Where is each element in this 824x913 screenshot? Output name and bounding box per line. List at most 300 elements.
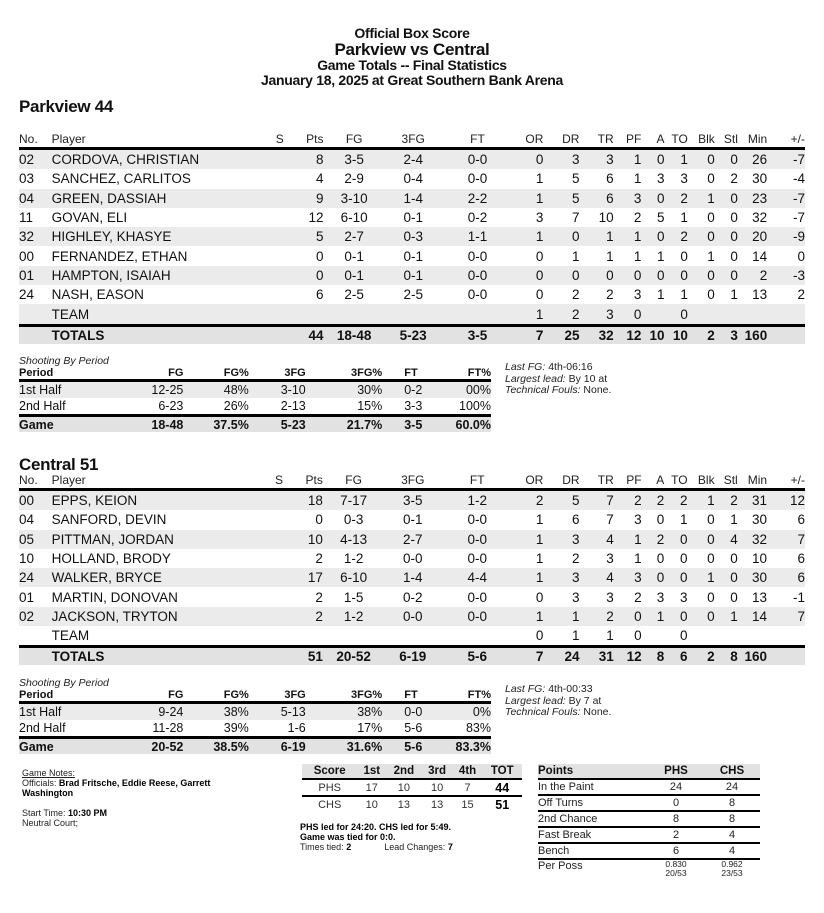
per-possession-row bbox=[538, 859, 760, 878]
cell-minutes: 32 bbox=[738, 530, 767, 549]
shooting-header-row bbox=[19, 689, 491, 703]
total-field-goals: 18-48 bbox=[323, 325, 376, 344]
cell-assists bbox=[641, 304, 664, 325]
score-cell: 13 bbox=[397, 798, 410, 811]
cell-plus-minus: 6 bbox=[797, 551, 805, 567]
cell-minutes: 31 bbox=[738, 490, 767, 511]
cell-field-goals: 6-10 bbox=[323, 568, 377, 587]
cell-assists: 3 bbox=[656, 589, 665, 605]
cell-field-goals: 4-13 bbox=[323, 530, 377, 549]
cell-steals: 4 bbox=[715, 530, 738, 549]
cell-defensive-rebounds: 1 bbox=[571, 248, 580, 264]
cell-total-rebounds: 3 bbox=[606, 551, 614, 567]
cell-minutes: 30 bbox=[752, 171, 768, 187]
column-header-total-rebounds: TR bbox=[579, 131, 613, 149]
cell-total-rebounds: 4 bbox=[580, 568, 614, 587]
total-blocks: 2 bbox=[688, 647, 715, 666]
cell-free-throws: 0-0 bbox=[467, 589, 487, 605]
cell-number: 04 bbox=[19, 189, 52, 208]
cell-three-point-fg: 0-3 bbox=[377, 227, 442, 246]
shooting-header: FG% bbox=[183, 689, 248, 703]
per-possession-value: 0.962 bbox=[721, 859, 743, 869]
cell-turnovers: 0 bbox=[680, 628, 688, 644]
cell-assists: 0 bbox=[641, 149, 664, 170]
cell-three-point-fg: 0-1 bbox=[377, 266, 442, 285]
cell-total-rebounds: 1 bbox=[606, 628, 614, 644]
cell-assists: 1 bbox=[642, 607, 665, 626]
shooting-game-cell: 60.0% bbox=[444, 416, 491, 433]
start-time-label: Start Time: bbox=[22, 808, 66, 818]
points-header-row bbox=[538, 764, 760, 779]
cell-free-throws: 0-0 bbox=[467, 551, 487, 567]
column-header-blocks: Blk bbox=[688, 131, 715, 149]
cell-assists: 0 bbox=[641, 266, 664, 285]
column-header-number: No. bbox=[19, 131, 52, 149]
cell-turnovers: 0 bbox=[680, 248, 688, 264]
cell-points: 2 bbox=[315, 589, 323, 605]
cell-steals: 0 bbox=[730, 589, 738, 605]
cell-free-throws: 1-1 bbox=[442, 227, 506, 246]
cell-blocks: 0 bbox=[688, 227, 715, 246]
cell-turnovers: 2 bbox=[665, 189, 688, 208]
cell-personal-fouls: 3 bbox=[614, 189, 642, 208]
shooting-header: FG bbox=[110, 689, 183, 703]
cell-three-point-fg: 0-0 bbox=[403, 551, 423, 567]
cell-field-goals: 7-17 bbox=[323, 490, 377, 511]
cell-number: 02 bbox=[19, 149, 52, 170]
shooting-header: 3FG bbox=[249, 689, 306, 703]
cell-minutes: 32 bbox=[752, 210, 768, 226]
score-total: 51 bbox=[495, 797, 510, 812]
box-score-table-central bbox=[19, 472, 805, 665]
column-header-points: Pts bbox=[294, 472, 323, 490]
cell-blocks: 0 bbox=[688, 149, 715, 170]
cell-player: TEAM bbox=[52, 304, 265, 325]
total-number bbox=[19, 325, 52, 344]
officials-label: Officials: bbox=[22, 778, 57, 788]
technical-fouls-value: None. bbox=[583, 384, 612, 396]
cell-offensive-rebounds: 1 bbox=[505, 530, 543, 549]
total-field-goals: 20-52 bbox=[323, 647, 377, 666]
player-row bbox=[19, 285, 805, 304]
player-row bbox=[19, 208, 805, 227]
column-header-field-goals: FG bbox=[323, 472, 377, 490]
cell-personal-fouls: 1 bbox=[614, 149, 642, 170]
cell-number: 00 bbox=[19, 490, 52, 511]
points-cell: 2nd Chance bbox=[538, 811, 648, 827]
score-header: 4th bbox=[453, 764, 483, 779]
score-row bbox=[302, 796, 522, 812]
shooting-header: 3FG% bbox=[306, 689, 382, 703]
score-header: Score bbox=[302, 764, 357, 779]
cell-player: WALKER, BRYCE bbox=[52, 568, 264, 587]
cell-offensive-rebounds: 0 bbox=[535, 287, 544, 303]
column-header-turnovers: TO bbox=[664, 472, 687, 490]
cell-field-goals: 2-9 bbox=[344, 171, 364, 187]
cell-plus-minus: -7 bbox=[792, 210, 805, 226]
cell-three-point-fg: 0-2 bbox=[403, 589, 423, 605]
total-three-point-fg: 6-19 bbox=[376, 647, 441, 666]
points-row bbox=[538, 827, 760, 843]
points-cell: 24 bbox=[648, 779, 704, 795]
score-row bbox=[302, 779, 522, 796]
cell-minutes: 14 bbox=[752, 248, 768, 264]
cell-minutes: 14 bbox=[738, 607, 767, 626]
cell-starter bbox=[264, 568, 294, 587]
cell-minutes bbox=[738, 626, 767, 647]
column-header-defensive-rebounds: DR bbox=[543, 472, 579, 490]
cell-defensive-rebounds: 2 bbox=[572, 551, 580, 567]
player-row bbox=[19, 490, 805, 511]
cell-total-rebounds: 2 bbox=[580, 607, 614, 626]
cell-blocks: 0 bbox=[707, 171, 715, 187]
column-header-total-rebounds: TR bbox=[580, 472, 614, 490]
cell-steals: 2 bbox=[715, 490, 738, 511]
box-score-table-parkview bbox=[19, 131, 805, 344]
cell-personal-fouls: 0 bbox=[614, 266, 642, 285]
officials-value: Brad Fritsche, Eddie Reese, Garrett Washington bbox=[22, 778, 211, 798]
cell-free-throws: 0-0 bbox=[467, 512, 487, 528]
shooting-by-period-parkview bbox=[19, 355, 491, 432]
score-header: 2nd bbox=[386, 764, 421, 779]
shooting-cell: 39% bbox=[223, 721, 249, 735]
cell-defensive-rebounds: 6 bbox=[572, 512, 580, 528]
shooting-by-period-central bbox=[19, 677, 491, 754]
column-header-plus-minus: +/- bbox=[767, 131, 805, 149]
cell-minutes: 23 bbox=[738, 189, 767, 208]
cell-total-rebounds: 3 bbox=[606, 589, 614, 605]
cell-turnovers: 3 bbox=[680, 171, 688, 187]
largest-lead-label: Largest lead: bbox=[505, 694, 566, 707]
cell-offensive-rebounds: 0 bbox=[505, 266, 543, 285]
cell-defensive-rebounds: 2 bbox=[571, 287, 580, 303]
column-header-minutes: Min bbox=[738, 131, 767, 149]
cell-defensive-rebounds: 5 bbox=[543, 490, 579, 511]
cell-starter bbox=[265, 169, 295, 188]
cell-starter bbox=[265, 189, 295, 208]
cell-personal-fouls: 3 bbox=[633, 287, 642, 303]
cell-blocks: 1 bbox=[707, 248, 715, 264]
shooting-cell: 1st Half bbox=[19, 381, 110, 399]
cell-offensive-rebounds: 1 bbox=[505, 227, 543, 246]
totals-row bbox=[19, 647, 805, 666]
total-starter bbox=[265, 325, 295, 344]
cell-free-throws: 0-2 bbox=[467, 210, 488, 226]
cell-personal-fouls: 1 bbox=[634, 551, 642, 567]
cell-steals bbox=[715, 304, 738, 325]
cell-turnovers: 1 bbox=[665, 149, 688, 170]
cell-minutes: 20 bbox=[738, 227, 767, 246]
shooting-cell: 0-2 bbox=[382, 381, 444, 399]
cell-number: 24 bbox=[19, 568, 52, 587]
player-row bbox=[19, 568, 805, 587]
score-cell: 10 bbox=[386, 779, 421, 796]
cell-free-throws: 0-0 bbox=[442, 149, 506, 170]
total-personal-fouls: 12 bbox=[614, 325, 642, 344]
points-header: CHS bbox=[704, 764, 760, 779]
cell-player: SANCHEZ, CARLITOS bbox=[51, 171, 191, 187]
cell-defensive-rebounds: 2 bbox=[543, 304, 579, 325]
column-header-assists: A bbox=[641, 131, 664, 149]
points-cell: Fast Break bbox=[538, 827, 648, 843]
date-venue: January 18, 2025 at Great Southern Bank Arena bbox=[261, 72, 563, 88]
cell-personal-fouls: 2 bbox=[634, 589, 642, 605]
shooting-cell: 17% bbox=[357, 721, 383, 735]
total-defensive-rebounds: 24 bbox=[543, 647, 579, 666]
side-notes-parkview bbox=[505, 362, 611, 397]
cell-steals: 0 bbox=[715, 266, 738, 285]
shooting-game-cell: 18-48 bbox=[110, 416, 183, 433]
cell-turnovers: 0 bbox=[665, 266, 688, 285]
score-cell: 10 bbox=[365, 798, 378, 811]
cell-blocks: 0 bbox=[707, 551, 715, 567]
points-cell: 6 bbox=[648, 843, 704, 859]
shooting-cell: 5-13 bbox=[249, 703, 306, 721]
total-plus-minus bbox=[767, 647, 805, 666]
cell-plus-minus: 2 bbox=[797, 287, 805, 303]
cell-points: 6 bbox=[315, 287, 324, 303]
total-turnovers: 10 bbox=[665, 325, 688, 344]
report-subtitle: Game Totals -- Final Statistics bbox=[317, 57, 507, 73]
per-possession-phs bbox=[648, 859, 704, 878]
player-row bbox=[19, 510, 805, 529]
cell-personal-fouls: 1 bbox=[633, 171, 642, 187]
cell-turnovers: 2 bbox=[664, 490, 687, 511]
shooting-cell: 26% bbox=[223, 399, 249, 413]
shooting-header: 3FG% bbox=[306, 367, 382, 381]
cell-personal-fouls: 1 bbox=[633, 248, 642, 264]
cell-starter bbox=[265, 227, 295, 246]
cell-offensive-rebounds: 1 bbox=[505, 607, 543, 626]
cell-assists bbox=[642, 626, 665, 647]
shooting-game-cell: 5-23 bbox=[249, 416, 306, 433]
technical-fouls-label: Technical Fouls: bbox=[505, 384, 581, 396]
cell-three-point-fg: 2-7 bbox=[376, 530, 441, 549]
last-fg-value: 4th-06:16 bbox=[548, 361, 593, 373]
player-row bbox=[19, 549, 805, 568]
score-cell: 13 bbox=[430, 798, 444, 811]
technical-fouls-value: None. bbox=[583, 706, 612, 718]
cell-defensive-rebounds: 3 bbox=[543, 568, 579, 587]
points-row bbox=[538, 779, 760, 795]
lead-info bbox=[300, 822, 453, 852]
shooting-cell: 0% bbox=[444, 703, 491, 721]
cell-field-goals: 2-7 bbox=[323, 227, 376, 246]
cell-minutes: 10 bbox=[752, 551, 768, 567]
total-points: 51 bbox=[294, 647, 323, 666]
lead-line-1: PHS led for 24:20. CHS led for 5:49. bbox=[300, 822, 452, 832]
cell-three-point-fg: 0-4 bbox=[403, 171, 423, 187]
cell-number: 24 bbox=[19, 287, 35, 303]
per-possession-fraction: 20/53 bbox=[665, 868, 687, 878]
column-header-free-throws: FT bbox=[441, 472, 505, 490]
shooting-game-cell: Game bbox=[19, 416, 110, 433]
score-header: 3rd bbox=[422, 764, 453, 779]
cell-field-goals: 1-2 bbox=[323, 607, 377, 626]
cell-plus-minus bbox=[767, 304, 805, 325]
cell-turnovers: 0 bbox=[664, 607, 687, 626]
cell-defensive-rebounds: 1 bbox=[572, 628, 580, 644]
cell-player: SANFORD, DEVIN bbox=[51, 512, 167, 528]
points-cell: 4 bbox=[704, 843, 760, 859]
cell-turnovers: 1 bbox=[680, 512, 688, 528]
cell-number: 05 bbox=[19, 530, 52, 549]
cell-three-point-fg: 0-0 bbox=[376, 607, 441, 626]
cell-number: 01 bbox=[19, 266, 52, 285]
cell-starter bbox=[265, 285, 295, 304]
column-header-player: Player bbox=[52, 131, 265, 149]
shooting-cell: 0-0 bbox=[382, 703, 444, 721]
shooting-game-cell: 20-52 bbox=[110, 738, 183, 755]
cell-total-rebounds: 10 bbox=[598, 210, 614, 226]
column-header-starter: S bbox=[264, 472, 294, 490]
cell-number: 01 bbox=[19, 589, 35, 605]
total-turnovers: 6 bbox=[664, 647, 687, 666]
cell-offensive-rebounds: 0 bbox=[535, 248, 544, 264]
cell-number bbox=[19, 304, 52, 325]
cell-turnovers: 1 bbox=[680, 210, 688, 226]
cell-number: 04 bbox=[19, 512, 35, 528]
cell-steals: 0 bbox=[730, 551, 738, 567]
cell-minutes: 26 bbox=[738, 149, 767, 170]
cell-minutes: 13 bbox=[752, 589, 768, 605]
per-possession-fraction: 23/53 bbox=[721, 868, 743, 878]
points-header: PHS bbox=[648, 764, 704, 779]
cell-free-throws: 0-0 bbox=[467, 248, 488, 264]
cell-offensive-rebounds: 1 bbox=[535, 551, 544, 567]
cell-assists: 0 bbox=[656, 551, 665, 567]
total-personal-fouls: 12 bbox=[614, 647, 642, 666]
per-possession-label: Per Poss bbox=[538, 860, 583, 872]
cell-number: 11 bbox=[19, 210, 34, 226]
shooting-cell: 00% bbox=[444, 381, 491, 399]
cell-points: 5 bbox=[295, 227, 324, 246]
cell-plus-minus: 7 bbox=[767, 530, 805, 549]
cell-starter bbox=[265, 304, 295, 325]
cell-starter bbox=[264, 626, 294, 647]
points-cell: 24 bbox=[704, 779, 760, 795]
cell-blocks bbox=[688, 626, 715, 647]
player-row bbox=[19, 266, 805, 285]
total-minutes: 160 bbox=[738, 647, 767, 666]
points-cell: 0 bbox=[648, 795, 704, 811]
cell-points: 9 bbox=[295, 189, 324, 208]
column-header-plus-minus: +/- bbox=[767, 472, 805, 490]
points-header: Points bbox=[538, 764, 648, 779]
shooting-header: Period bbox=[19, 689, 110, 703]
cell-points: 8 bbox=[295, 149, 324, 170]
cell-points: 0 bbox=[315, 248, 324, 264]
score-header: TOT bbox=[482, 764, 522, 779]
total-points: 44 bbox=[295, 325, 324, 344]
player-row bbox=[19, 227, 805, 246]
cell-turnovers: 0 bbox=[664, 568, 687, 587]
cell-turnovers: 0 bbox=[664, 530, 687, 549]
cell-starter bbox=[264, 607, 294, 626]
points-row bbox=[538, 811, 760, 827]
shooting-game-cell: 21.7% bbox=[306, 416, 382, 433]
column-header-turnovers: TO bbox=[665, 131, 688, 149]
cell-blocks: 0 bbox=[688, 266, 715, 285]
game-notes bbox=[22, 768, 252, 828]
cell-offensive-rebounds: 1 bbox=[505, 568, 543, 587]
shooting-game-cell: 5-6 bbox=[382, 738, 444, 755]
cell-offensive-rebounds: 1 bbox=[535, 512, 544, 528]
team-row bbox=[19, 304, 805, 325]
largest-lead-value: By 10 at bbox=[568, 372, 608, 385]
points-breakdown-table bbox=[538, 764, 760, 878]
cell-personal-fouls: 3 bbox=[614, 568, 642, 587]
column-header-offensive-rebounds: OR bbox=[505, 131, 543, 149]
cell-plus-minus: 7 bbox=[767, 607, 805, 626]
cell-points: 0 bbox=[315, 512, 323, 528]
cell-number bbox=[19, 626, 52, 647]
cell-number: 02 bbox=[19, 607, 52, 626]
cell-offensive-rebounds: 0 bbox=[535, 628, 544, 644]
cell-field-goals: 0-1 bbox=[323, 266, 376, 285]
column-header-steals: Stl bbox=[715, 131, 738, 149]
shooting-cell: 5-6 bbox=[404, 721, 423, 735]
total-total-rebounds: 32 bbox=[579, 325, 613, 344]
cell-free-throws: 0-0 bbox=[441, 530, 505, 549]
shooting-header: Period bbox=[19, 367, 110, 381]
shooting-game-cell: 38.5% bbox=[183, 738, 248, 755]
column-header-steals: Stl bbox=[715, 472, 738, 490]
cell-assists: 2 bbox=[642, 530, 665, 549]
cell-field-goals: 1-2 bbox=[343, 551, 364, 567]
points-cell: Bench bbox=[538, 843, 648, 859]
cell-free-throws: 0-0 bbox=[442, 266, 506, 285]
cell-total-rebounds: 3 bbox=[579, 149, 613, 170]
cell-minutes: 30 bbox=[752, 512, 768, 528]
points-cell: 2 bbox=[648, 827, 704, 843]
cell-plus-minus: -7 bbox=[767, 149, 805, 170]
total-player: TOTALS bbox=[52, 647, 264, 666]
cell-three-point-fg: 1-4 bbox=[376, 568, 441, 587]
cell-field-goals: 0-3 bbox=[343, 512, 364, 528]
cell-starter bbox=[264, 490, 294, 511]
cell-offensive-rebounds: 1 bbox=[535, 171, 544, 187]
column-header-points: Pts bbox=[295, 131, 324, 149]
cell-defensive-rebounds: 3 bbox=[543, 149, 579, 170]
largest-lead-value: By 7 at bbox=[568, 694, 602, 707]
header-row bbox=[19, 131, 805, 149]
points-cell: 4 bbox=[704, 827, 760, 843]
cell-starter bbox=[264, 530, 294, 549]
total-assists: 8 bbox=[642, 647, 665, 666]
cell-player: HAMPTON, ISAIAH bbox=[52, 266, 265, 285]
cell-total-rebounds: 7 bbox=[580, 490, 614, 511]
last-fg-label: Last FG: bbox=[505, 683, 546, 695]
cell-points: 12 bbox=[308, 210, 324, 226]
cell-total-rebounds: 3 bbox=[579, 304, 613, 325]
cell-defensive-rebounds: 1 bbox=[543, 607, 579, 626]
cell-assists: 1 bbox=[657, 248, 665, 264]
cell-offensive-rebounds: 0 bbox=[535, 589, 544, 605]
shooting-cell: 2nd Half bbox=[19, 721, 66, 735]
cell-total-rebounds: 0 bbox=[579, 266, 613, 285]
cell-personal-fouls: 2 bbox=[633, 210, 642, 226]
shooting-game-cell: 6-19 bbox=[249, 738, 306, 755]
cell-assists: 5 bbox=[657, 210, 665, 226]
cell-minutes: 30 bbox=[738, 568, 767, 587]
total-steals: 8 bbox=[715, 647, 738, 666]
cell-offensive-rebounds: 1 bbox=[505, 189, 543, 208]
cell-points: 17 bbox=[294, 568, 323, 587]
team-title-central: Central 51 bbox=[19, 455, 99, 474]
cell-free-throws: 0-0 bbox=[441, 607, 505, 626]
shooting-cell: 2-13 bbox=[280, 399, 306, 413]
